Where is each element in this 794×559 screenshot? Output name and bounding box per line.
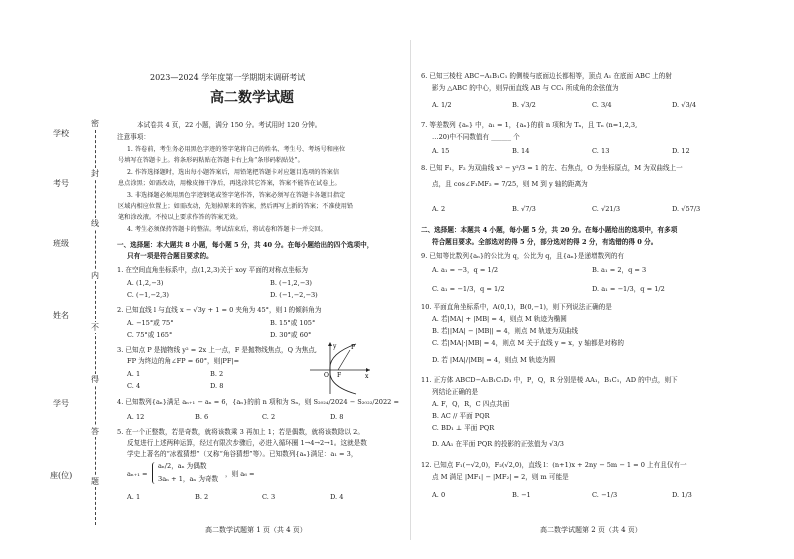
note-line: 4. 考生必须保持答题卡的整洁。考试结束后，将试卷和答题卡一并交回。 [127,226,327,233]
question-stem: 9. 已知等比数列{aₙ}的公比为 q，公比为 q，且{aₙ}是递增数列的有 [421,252,625,260]
option: A. 1 [127,370,141,378]
binding-char: 不 [91,323,99,332]
statement: C. BD₁ ⊥ 平面 PQR [432,424,495,432]
note-line: 1. 答卷前，考生务必用黑色字迹的签字笔将自己的姓名、考生号、考场号和座位 [127,146,346,153]
option: C. 3 [262,493,276,501]
statement: A. F，Q，R，C 四点共面 [432,400,510,408]
option: C. √21/3 [592,205,621,213]
piecewise-brace [152,462,157,484]
label-x: x [365,373,369,380]
option: D. 30°或 60° [270,331,312,339]
question-stem: 3. 已知点 P 是抛物线 y² = 2x 上一点，F 是抛物线焦点，Q 为焦点, [117,346,317,354]
statement: C. 若|MA|·|MB| = 4，则点 M 关于直线 y = x，y 轴都是对称的 [432,339,624,347]
binding-char: 题 [91,477,99,486]
option: A. −15°或 75° [127,319,174,327]
question-stem: 11. 正方体 ABCD−A₁B₁C₁D₁ 中，P，Q，R 分别是棱 AA₁，B₁C₁，AD 的中点，则下 [421,376,678,384]
option: A. 1/2 [432,101,452,109]
notice-title: 注意事项： [117,133,150,141]
question-stem-2: 点 M 满足 |MF₁| − |MF₂| = 2，则 m 可能是 [432,473,569,481]
question-stem-2: 影为 △ABC 的中心，则异面直线 AB 与 CC₁ 所成角的余弦值为 [432,84,619,92]
binding-char: 密 [91,119,99,128]
question-stem: 8. 已知 F₁，F₂ 为双曲线 x² − y²/3 = 1 的左、右焦点，O 为坐标原点，M 为双曲线上一 [421,164,683,172]
question-stem-2: 列结论正确的是 [432,388,479,396]
option: D. 8 [210,382,224,390]
note-line: 3. 非选择题必须用黑色字迹钢笔或签字笔作答，答案必须写在答题卡各题目指定 [127,192,346,199]
parabola-figure [308,340,372,396]
option: B. 6 [195,413,209,421]
binding-label: 姓名 [53,311,69,320]
column-divider [410,40,411,540]
option: D. 8 [330,413,344,421]
statement: B. 若||MA| − |MB|| = 4，则点 M 轨迹为双曲线 [432,327,578,335]
intro-line: 本试卷共 4 页，22 小题，满分 150 分。考试用时 120 分钟。 [137,121,322,129]
binding-char: 线 [91,219,99,228]
binding-label: 考号 [53,179,69,188]
statement: D. 若 |MA|/|MB| = 4，则点 M 轨迹为圆 [432,356,556,364]
note-line: 息点涂黑；如需改动，用橡皮擦干净后，再选涂其它答案，答案不能答在试卷上。 [118,180,341,187]
binding-label: 座(位) [50,471,73,480]
option: B. 15°或 105° [270,319,316,327]
option: D. √3/4 [672,101,697,109]
question-stem: 5. 在一个正整数，若是奇数，就将该数乘 3 再加上 1；若是偶数，就将该数除以 2。 [117,428,364,436]
note-line: 区域内相应位置上；如需改动，先划掉原来的答案，然后再写上新的答案；不准使用铅 [118,203,354,210]
option: C. −1/3 [592,491,618,499]
option: C. (−1,−2,3) [127,291,169,299]
piecewise-lhs: aₙ₊₁ = [127,470,148,478]
question-stem: 4. 已知数列{aₙ}满足 aₙ₊₁ − aₙ = 6，{aₙ}的前 n 项和为 Sₙ，则 S₂₀₂₄/2024 − S₂₀₂₂/2022 = [117,398,399,406]
piecewise-case: aₙ/2，aₙ 为偶数 [158,462,207,470]
option: C. 3/4 [592,101,612,109]
page-footer-left: 高二数学试题第 1 页（共 4 页） [205,526,307,534]
option: C. 2 [262,413,276,421]
question-stem: 7. 等差数列 {aₙ} 中，a₁ = 1，{aₙ}的前 n 项和为 Tₙ，且 Tₙ (n=1,2,3, [421,121,638,129]
option: B. a₁ = 2，q = 3 [592,266,647,274]
option: B. 14 [512,147,530,155]
section2-heading: 二、选择题：本题共 4 小题，每小题 5 分，共 20 分。在每小题给出的选项中，有多项 [421,226,678,234]
piecewise-case: 3aₙ + 1，aₙ 为奇数 [158,475,219,483]
option: D. 12 [672,147,690,155]
option: B. (−1,2,−3) [270,279,313,287]
option: A. (1,2,−3) [127,279,164,287]
option: B. 2 [195,493,209,501]
question-stem: 6. 已知三棱柱 ABC−A₁B₁C₁ 的侧棱与底面边长都相等，顶点 A₁ 在底面 ABC 上的射 [421,72,672,80]
question-stem-2: 反复进行上述两种运算，经过有限次步骤后，必进入循环圈 1→4→2→1。这就是数 [127,439,367,447]
option: A. 12 [127,413,145,421]
option: B. 2 [210,370,224,378]
binding-char: 内 [91,271,99,280]
question-stem: 1. 在空间直角坐标系中，点(1,2,3)关于 xoy 平面的对称点坐标为 [117,266,308,274]
option: D. 1/3 [672,491,692,499]
option: D. √57/3 [672,205,701,213]
statement: A. 若|MA| + |MB| = 4，则点 M 轨迹为椭圆 [432,315,567,323]
note-line: 号填写在答题卡上。将条形码粘贴在答题卡右上角“条形码粘贴处”。 [118,157,304,164]
option: C. 13 [592,147,610,155]
question-stem: 10. 平面直角坐标系中，A(0,1)，B(0,−1)，则下列说法正确的是 [421,303,612,311]
label-o: O [324,372,329,379]
section1-heading: 一、选择题：本大题共 8 小题，每小题 5 分，共 40 分。在每小题给出的四个选项中， [117,241,374,249]
label-p: P [351,344,356,351]
option: D. a₁ = −1/3，q = 1/2 [592,285,665,293]
question-stem-2: FP 为终边的角∠FP = 60°，则|PF|= [127,357,240,365]
option: A. a₁ = −3，q = 1/2 [432,266,499,274]
question-stem-3: 学史上著名的“冰雹猜想”（又称“角谷猜想”等）。已知数列{aₙ}满足：a₁ = 3， [127,450,358,458]
label-f: F [337,372,342,379]
question-stem-2: 点，且 cos∠F₁MF₂ = 7/25，则 M 到 y 轴的距离为 [432,180,588,188]
note-line: 笔和涂改液。不按以上要求作答的答案无效。 [118,214,242,221]
question-stem: 2. 已知直线 l 与直线 x − √3y + 1 = 0 夹角为 45°，则 l 的倾斜角为 [117,306,322,314]
statement: B. AC // 平面 PQR [432,412,490,420]
binding-label: 学号 [53,399,69,408]
option: B. −1 [512,491,531,499]
option: A. 15 [432,147,450,155]
binding-label: 学校 [53,129,69,138]
question-stem-2: …20)中不同数值有 ______ 个 [432,133,520,141]
section2-heading-2: 符合题目要求。全部选对的得 5 分，部分选对的得 2 分，有选错的得 0 分。 [432,238,658,246]
option: C. 75°或 165° [127,331,173,339]
option: D. 4 [330,493,344,501]
exam-subtitle: 高二数学试题 [210,90,294,106]
question-tail: ，则 a₆ = [225,470,255,478]
binding-char: 封 [91,169,99,178]
option: C. 4 [127,382,141,390]
option: A. 2 [432,205,446,213]
page-footer-right: 高二数学试题第 2 页（共 4 页） [540,526,642,534]
exam-title: 2023—2024 学年度第一学期期末调研考试 [150,73,306,82]
option: A. 0 [432,491,446,499]
option: A. 1 [127,493,141,501]
binding-label: 班级 [53,239,69,248]
option: B. √7/3 [512,205,536,213]
note-line: 2. 作答选择题时，选出每小题答案后，用铅笔把答题卡对应题目选项的答案信 [127,169,340,176]
question-stem: 12. 已知点 F₁(−√2,0)，F₂(√2,0)，直线 l：(n+1)x + 2ny − 5m − 1 = 0 上有且仅有一 [421,461,687,469]
option: B. √3/2 [512,101,536,109]
binding-char: 得 [91,375,99,384]
option: C. a₁ = −1/3，q = 1/2 [432,285,505,293]
section1-heading-2: 只有一项是符合题目要求的。 [127,252,213,260]
option: D. (−1,−2,−3) [270,291,318,299]
statement: D. AA₁ 在平面 PQR 的投影的正弦值为 √3/3 [432,440,564,448]
label-y: y [333,343,337,350]
binding-char: 答 [91,427,99,436]
